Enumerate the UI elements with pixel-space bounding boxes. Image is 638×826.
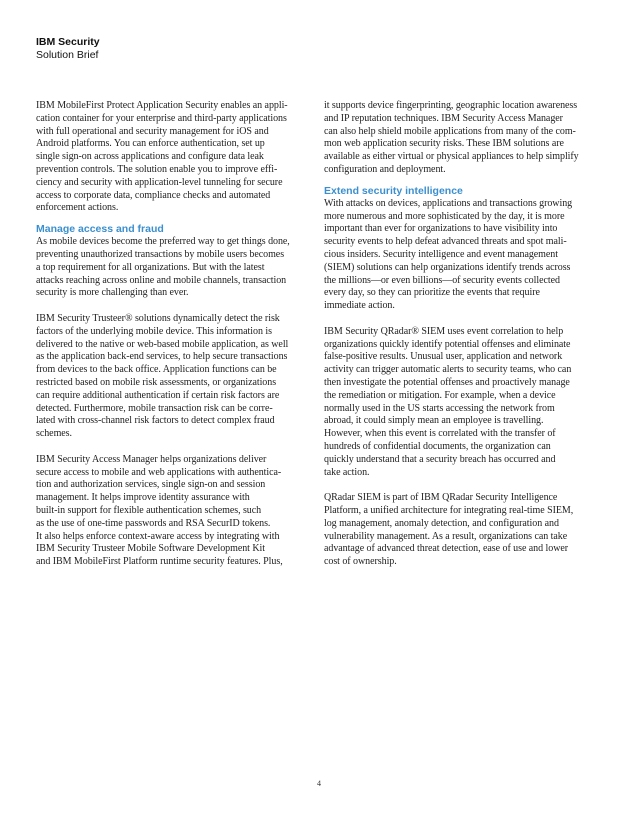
text-line: can also help shield mobile applications from many of the com- xyxy=(324,125,576,137)
left-column xyxy=(36,100,308,569)
text-line: configuration and deployment. xyxy=(324,163,446,175)
text-line: (SIEM) solutions can help organizations identify trends across xyxy=(324,261,571,273)
text-line: normally used in the US starts accessing the network from xyxy=(324,402,555,414)
text-line: enforcement actions. xyxy=(36,202,119,214)
paragraph xyxy=(324,326,596,480)
text-line: false-positive results. Unusual user, application and network xyxy=(324,351,563,363)
text-line: more numerous and more sophisticated by the day, it is more xyxy=(324,210,565,222)
text-line: quickly understand that a security breach has occurred and xyxy=(324,453,556,465)
document-header xyxy=(36,36,100,62)
text-line: QRadar SIEM is part of IBM QRadar Security Intelligence xyxy=(324,492,558,504)
text-line: However, when this event is correlated with the transfer of xyxy=(324,428,556,440)
page-number: 4 xyxy=(317,779,321,788)
text-line: tion and authorization services, single sign-on and session xyxy=(36,479,266,491)
text-line: detected. Furthermore, mobile transaction risk can be corre- xyxy=(36,402,273,414)
paragraph xyxy=(36,454,308,569)
text-line: from devices to the back office. Application functions can be xyxy=(36,364,277,376)
text-line: prevention controls. The solution enable you to improve effi- xyxy=(36,163,278,175)
text-line: ciency and security with application-level tunneling for secure xyxy=(36,176,283,188)
text-line: available as either virtual or physical appliances to help simplify xyxy=(324,151,579,163)
text-line: IBM Security QRadar® SIEM uses event correlation to help xyxy=(324,325,564,337)
text-line: preventing unauthorized transactions by mobile users becomes xyxy=(36,248,285,260)
section-heading-security-intelligence: Extend security intelligence xyxy=(324,184,463,197)
text-line: vulnerability management. As a result, organizations can take xyxy=(324,530,568,542)
text-line: With attacks on devices, applications and transactions growing xyxy=(324,197,573,209)
text-line: single sign-on across applications and configure data leak xyxy=(36,151,264,163)
text-line: log management, anomaly detection, and configuration and xyxy=(324,517,559,529)
text-line: a top requirement for all organizations. But with the latest xyxy=(36,261,265,273)
text-line: and IP reputation techniques. IBM Security Access Manager xyxy=(324,112,563,124)
text-line: with full operational and security management for iOS and xyxy=(36,125,269,137)
text-line: mon web application security risks. These IBM solutions are xyxy=(324,138,564,150)
paragraph xyxy=(324,198,596,313)
text-line: immediate action. xyxy=(324,300,395,312)
text-line: every day, so they can prioritize the events that require xyxy=(324,287,540,299)
text-line: attacks reaching across online and mobile channels, transaction xyxy=(36,274,287,286)
text-line: then investigate the potential offenses and proactively manage xyxy=(324,376,570,388)
text-line: delivered to the native or web-based mobile application, as well xyxy=(36,338,289,350)
paragraph xyxy=(324,492,596,569)
text-line: restricted based on mobile risk assessments, or organizations xyxy=(36,376,277,388)
text-line: schemes. xyxy=(36,428,72,440)
brand-title: IBM Security xyxy=(36,36,100,48)
text-line: cost of ownership. xyxy=(324,556,397,568)
text-line: security events to help defeat advanced threats and spot mali- xyxy=(324,236,567,248)
text-line: secure access to mobile and web applications with authentica- xyxy=(36,466,282,478)
text-line: factors of the underlying mobile device. This information is xyxy=(36,325,272,337)
text-line: the remediation or mitigation. For example, when a device xyxy=(324,389,556,401)
text-line: activity can trigger automatic alerts to security teams, who can xyxy=(324,364,572,376)
text-line: access to corporate data, compliance checks and automated xyxy=(36,189,271,201)
text-line: IBM Security Access Manager helps organizations deliver xyxy=(36,453,267,465)
text-line: as the use of one-time passwords and RSA SecurID tokens. xyxy=(36,517,271,529)
text-line: security is more challenging than ever. xyxy=(36,287,189,299)
text-line: Android platforms. You can enforce authentication, set up xyxy=(36,138,265,150)
text-line: advantage of advanced threat detection, ease of use and lower xyxy=(324,543,569,555)
text-line: take action. xyxy=(324,466,370,478)
text-line: IBM Security Trusteer® solutions dynamically detect the risk xyxy=(36,312,280,324)
text-line: the millions—or even billions—of security events collected xyxy=(324,274,560,286)
text-line: IBM MobileFirst Protect Application Security enables an appli- xyxy=(36,100,288,111)
text-line: management. It helps improve identity assurance with xyxy=(36,492,250,504)
text-line: lated with cross-channel risk factors to detect complex fraud xyxy=(36,415,275,427)
paragraph xyxy=(324,100,596,177)
text-line: It also helps enforce context-aware access by integrating with xyxy=(36,530,280,542)
text-line: Platform, a unified architecture for integrating real-time SIEM, xyxy=(324,504,574,516)
paragraph xyxy=(36,236,308,300)
text-line: As mobile devices become the preferred way to get things done, xyxy=(36,236,290,248)
text-line: cation container for your enterprise and third-party applications xyxy=(36,112,287,124)
paragraph xyxy=(36,313,308,441)
text-line: abroad, it could simply mean an employee is travelling. xyxy=(324,415,544,427)
text-line: organizations quickly identify potential offenses and eliminate xyxy=(324,338,571,350)
text-line: IBM Security Trusteer Mobile Software Development Kit xyxy=(36,543,265,555)
text-line: can require additional authentication if certain risk factors are xyxy=(36,389,280,401)
text-line: hundreds of confidential documents, the organization can xyxy=(324,440,551,452)
text-line: as the application back-end services, to help secure transactions xyxy=(36,351,288,363)
text-line: cious insiders. Security intelligence and event management xyxy=(324,248,558,260)
paragraph xyxy=(36,100,308,215)
text-line: important than ever for organizations to have visibility into xyxy=(324,223,558,235)
text-line: and IBM MobileFirst Platform runtime security features. Plus, xyxy=(36,556,283,568)
section-heading-manage-access: Manage access and fraud xyxy=(36,223,164,236)
text-line: built-in support for flexible authentication schemes, such xyxy=(36,504,262,516)
text-line: it supports device fingerprinting, geographic location awareness xyxy=(324,100,578,111)
right-column xyxy=(324,100,596,569)
document-type: Solution Brief xyxy=(36,49,99,61)
